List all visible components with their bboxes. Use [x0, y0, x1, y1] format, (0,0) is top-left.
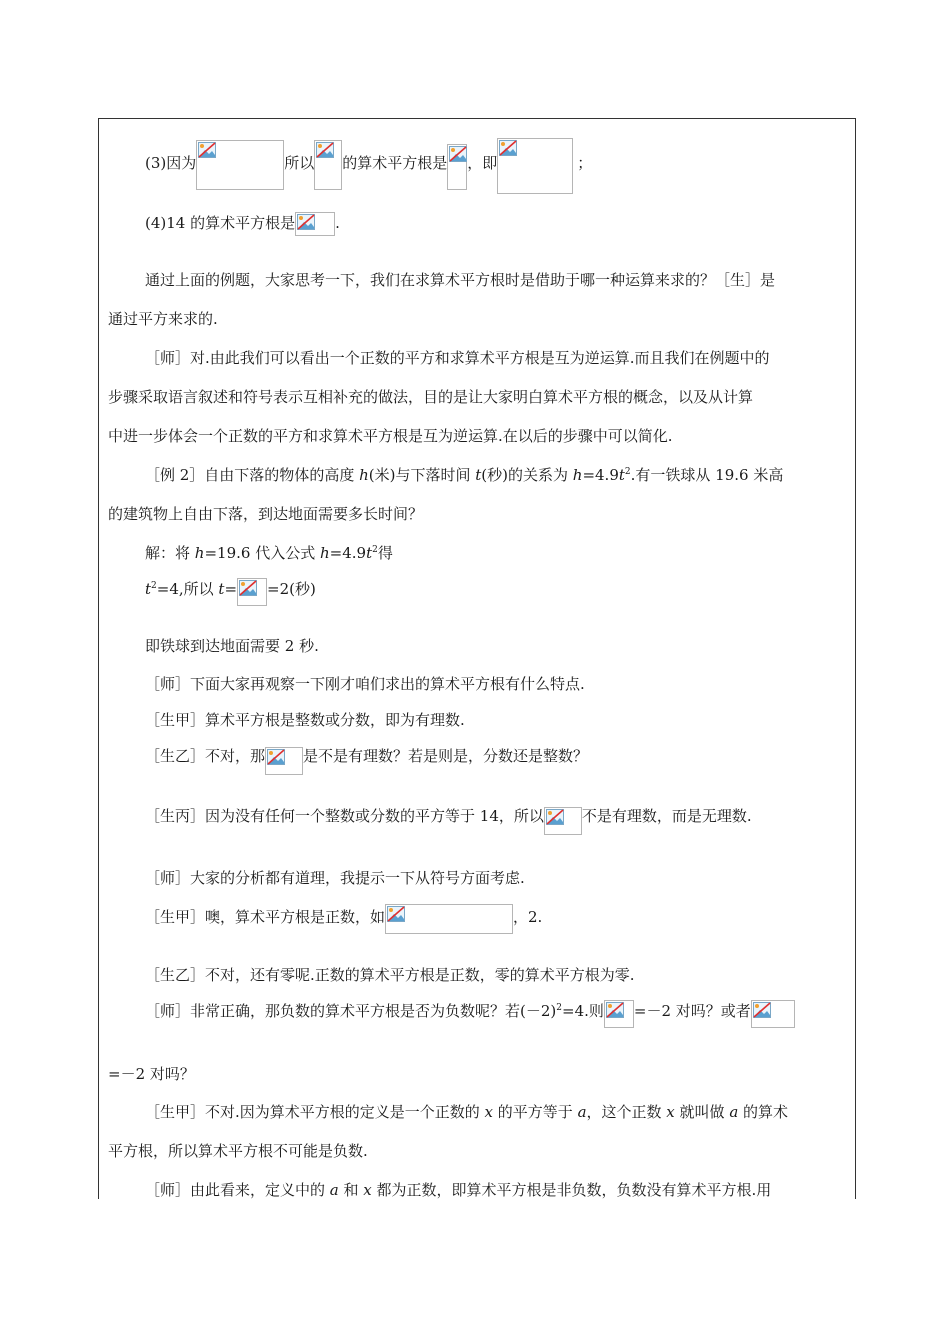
formula-image [196, 140, 284, 190]
broken-image-icon [267, 749, 285, 765]
dialogue-line: ［师］下面大家再观察一下刚才咱们求出的算术平方根有什么特点. [145, 675, 585, 693]
broken-image-icon [499, 140, 517, 156]
dialogue-line: ［生甲］算术平方根是整数或分数，即为有理数. [145, 711, 465, 729]
broken-image-icon [297, 214, 315, 230]
paragraph-line: 即铁球到达地面需要 2 秒. [145, 637, 319, 655]
line-3 [145, 138, 592, 194]
text: (4)14 的算术平方根是 [145, 214, 296, 232]
text: 的算术平方根是 [342, 154, 448, 172]
formula-image [295, 212, 335, 236]
formula-image [447, 144, 467, 190]
broken-image-icon [546, 809, 564, 825]
solution-result-line: $t^2=4$,所以 t= =2(秒) [145, 578, 316, 606]
formula-image [237, 578, 267, 606]
dialogue-line: ［生乙］不对，那 是不是有理数？若是则是，分数还是整数？ [145, 746, 588, 775]
formula-image [265, 747, 303, 775]
formula-image [497, 138, 573, 194]
dialogue-line: ［师］大家的分析都有道理，我提示一下从符号方面考虑. [145, 869, 525, 887]
formula-image [751, 1000, 795, 1028]
solution-line: 解：将 h=19.6 代入公式 $h=4.9t^2$得 [145, 544, 393, 562]
text: ； [577, 154, 593, 172]
line-4 [145, 212, 340, 236]
paragraph-line: 通过平方来求的. [108, 310, 218, 328]
text: ，即 [467, 154, 498, 172]
paragraph-line: 平方根，所以算术平方根不可能是负数. [108, 1142, 368, 1160]
broken-image-icon [753, 1002, 771, 1018]
paragraph-line: 通过上面的例题，大家思考一下，我们在求算术平方根时是借助于哪一种运算来求的？［生］是 [145, 271, 776, 289]
formula-image [544, 807, 582, 835]
dialogue-line: ［生乙］不对，还有零呢.正数的算术平方根是正数，零的算术平方根为零. [145, 966, 635, 984]
broken-image-icon [387, 906, 405, 922]
paragraph-line: 的建筑物上自由下落，到达地面需要多长时间？ [108, 505, 424, 523]
text: (3)因为 [145, 154, 197, 172]
dialogue-line: ［师］由此看来，定义中的 a 和 x 都为正数，即算术平方根是非负数，负数没有算术平方根.用 [145, 1181, 772, 1199]
formula-image [385, 904, 513, 934]
formula-image [604, 1000, 634, 1028]
dialogue-line: ［生甲］不对.因为算术平方根的定义是一个正数的 x 的平方等于 a，这个正数 x 就叫做 a 的算术 [145, 1103, 789, 1121]
example-2-line: ［例 2］自由下落的物体的高度 h(米)与下落时间 t(秒)的关系为 $h=4.9t^2$.有一铁球从 19.6 米高 [145, 466, 784, 484]
formula-image [314, 140, 342, 190]
dialogue-line: ［生丙］因为没有任何一个整数或分数的平方等于 14，所以 不是有理数，而是无理数. [145, 806, 752, 835]
text: 所以 [284, 154, 315, 172]
dialogue-line: ［生甲］噢，算术平方根是正数，如 ，2. [145, 904, 542, 934]
paragraph-line: 步骤采取语言叙述和符号表示互相补充的做法，目的是让大家明白算术平方根的概念，以及从计算 [108, 388, 754, 406]
broken-image-icon [606, 1002, 624, 1018]
broken-image-icon [316, 142, 334, 158]
broken-image-icon [239, 580, 257, 596]
dialogue-line: ［师］非常正确，那负数的算术平方根是否为负数呢？若$(-2)^2=4$.则 =－2 对吗？或者 [145, 1000, 795, 1028]
text: . [335, 214, 340, 232]
paragraph-line: =－2 对吗？ [108, 1065, 195, 1083]
broken-image-icon [449, 146, 467, 162]
broken-image-icon [198, 142, 216, 158]
paragraph-line: ［师］对.由此我们可以看出一个正数的平方和求算术平方根是互为逆运算.而且我们在例题中的 [145, 349, 770, 367]
paragraph-line: 中进一步体会一个正数的平方和求算术平方根是互为逆运算.在以后的步骤中可以简化. [108, 427, 673, 445]
